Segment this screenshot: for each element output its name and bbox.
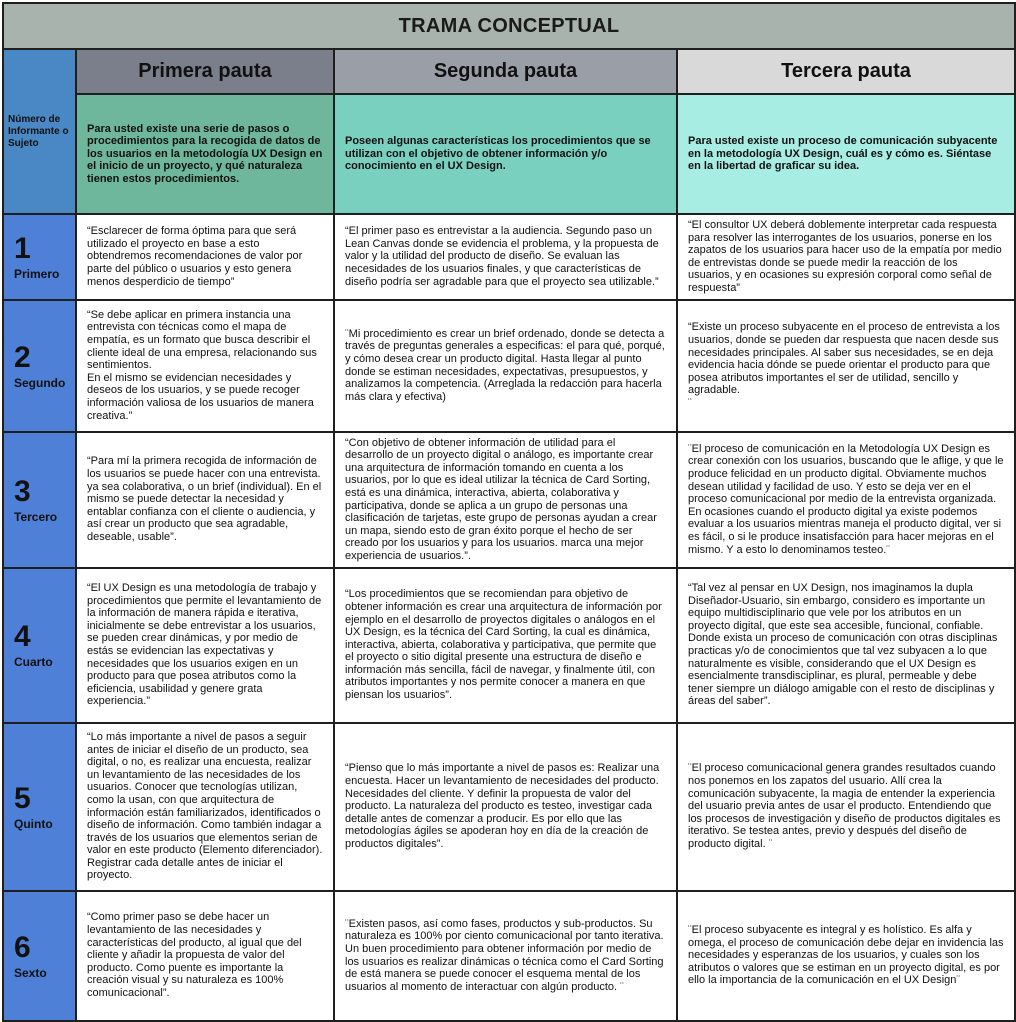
- informant-digit: 5: [14, 781, 31, 815]
- informant-digit: 3: [14, 474, 31, 508]
- answer-cell: [334, 432, 677, 568]
- answer-cell: [677, 432, 1015, 568]
- informant-word: Cuarto: [14, 655, 53, 669]
- question-2: Poseen algunas características los procedimientos que se utilizan con el objetivo de obtener información y/o conocimiento en el UX Design.: [334, 94, 677, 214]
- table-title: TRAMA CONCEPTUAL: [3, 3, 1015, 49]
- table-row: [3, 214, 1015, 300]
- answer-text: ¨Existen pasos, así como fases, productos y sub-productos. Su naturaleza es 100% por ciento comunicacional por tanto iterativa. Un buen procedimiento para obtener información por medio de los usuarios es realizar dinámicas o técnica como el Card Sorting de está manera se puede conocer el esquema mental de los usuarios al momento de interactuar con algún producto. ¨: [345, 917, 664, 993]
- answer-cell: [76, 723, 334, 891]
- column-header-3: Tercera pauta: [677, 49, 1015, 94]
- informant-number: [3, 723, 76, 891]
- answer-cell: [76, 568, 334, 723]
- conceptual-framework-table: [2, 2, 1014, 1015]
- informant-number: [3, 300, 76, 432]
- answer-text: “El consultor UX deberá doblemente interpretar cada respuesta para resolver las interrogantes de los usuarios, ponerse en los zapatos de los usuarios para hacer uso de la empatía por medio de entrevistas donde se puede medir la reacción de los usuarios, y en ocasiones su expresión corporal como señal de respuesta”: [688, 219, 1002, 294]
- informant-word: Quinto: [14, 816, 53, 831]
- informant-digit: 1: [14, 231, 31, 265]
- answer-cell: [76, 300, 334, 432]
- answer-cell: [334, 891, 677, 1021]
- answer-cell: [76, 432, 334, 568]
- column-header-1: Primera pauta: [76, 49, 334, 94]
- informant-word: Tercero: [14, 509, 58, 524]
- answer-cell: [677, 723, 1015, 891]
- informant-number: [3, 891, 76, 1021]
- column-header-2: Segunda pauta: [334, 49, 677, 94]
- answer-cell: [334, 568, 677, 723]
- table-row: [3, 300, 1015, 432]
- answer-cell: [334, 214, 677, 300]
- answer-text: “Tal vez al pensar en UX Design, nos imaginamos la dupla Diseñador-Usuario, sin embargo, considero es importante un equipo multidisciplinario que vele por los atributos en un proyecto digital, que este sea accesible, funcional, confiable. Donde exista un proceso de comunicación con otras disciplinas practicas y/o de conocimientos que tal vez subyacen a lo que naturalmente es visible, considerando que el UX Design es esencialmente transdisciplinar, es plural, permeable y debe tener siempre un diálogo amigable con el resto de disciplinas y áreas del saber”.: [688, 582, 998, 708]
- answer-text: “Esclarecer de forma óptima para que será utilizado el proyecto en base a esto obtendremos recomendaciones de valor por parte del público o usuarios y esto genera menos desperdicio de tiempo”: [87, 225, 303, 288]
- answer-text: “Para mí la primera recogida de información de los usuarios se puede hacer con una entrevista. ya sea colaborativa, o un brief (individual). En el mismo se puede detectar la necesidad y entablar confianza con el cliente o audiencia, y así crear un producto que sea agradable, deseable, usable”.: [87, 455, 322, 544]
- table-row: [3, 432, 1015, 568]
- answer-cell: [677, 300, 1015, 432]
- answer-text: ¨El proceso de comunicación en la Metodología UX Design es crear conexión con los usuarios, buscando que le aflige, y que le produce felicidad en un producto digital. Obviamente muchos desean utilidad y facilidad de uso. Y esto se deja ver en el proceso comunicacional por medio de la entrevista organizada. En ocasiones cuando el producto digital ya existe podemos evaluar a los usuarios mientras maneja el producto digital, ver si es fácil, o si le produce insatisfacción para hacer mejoras en el mismo. Y a esto lo denominamos testeo.¨: [688, 442, 1004, 556]
- answer-cell: [677, 891, 1015, 1021]
- informant-number: [3, 432, 76, 568]
- answer-text: “Lo más importante a nivel de pasos a seguir antes de iniciar el diseño de un producto, sea digital, o no, es realizar una encuesta, realizar un levantamiento de las necesidades de los usuarios. Conocer que tecnologías utilizan, como la usan, con que arquitectura de información están familiarizados, identificados o diseño de información. Como también indagar a través de los usuarios que elementos serian de valor en este producto (Elemento diferenciador). Registrar cada detalle antes de iniciar el proyecto.: [87, 730, 323, 882]
- answer-text: ¨El proceso subyacente es integral y es holístico. Es alfa y omega, el proceso de comunicación debe dejar en invidencia las necesidades y esperanzas de los usuarios, y cuales son los atributos o valores que se estiman en un proyecto digital, es por ello la importancia de la comunicación en el UX Design¨: [688, 924, 1004, 987]
- answer-text: “El UX Design es una metodología de trabajo y procedimientos que permite el levantamiento de la información de manera rápida e iterativa, inicialmente se debe entrevistar a los usuarios, se pueden crear dinámicas, y por medio de estás se evidencian las expectativas y necesidades que los usuarios exigen en un producto para que posea atributos como la eficiencia, usabilidad y genere grata experiencia.”: [87, 582, 322, 708]
- informant-digit: 2: [14, 340, 31, 374]
- informant-digit: 6: [14, 930, 31, 964]
- informant-digit: 4: [14, 620, 31, 653]
- question-1: Para usted existe una serie de pasos o procedimientos para la recogida de datos de los usuarios en la metodología UX Design en el inicio de un proyecto, y qué naturaleza tienen estos procedimientos.: [76, 94, 334, 214]
- answer-text: “Existe un proceso subyacente en el proceso de entrevista a los usuarios, donde se pueden dar respuesta que nacen desde sus necesidades principales. Al saber sus necesidades, se en deja evidencia hacia dónde se puede orientar el producto para que posea atributos importantes el ser de utilidad, sencillo y agradable. ¨: [688, 321, 1000, 410]
- informant-word: Primero: [14, 266, 60, 281]
- answer-cell: [76, 214, 334, 300]
- answer-cell: [334, 723, 677, 891]
- answer-text: “Pienso que lo más importante a nivel de pasos es: Realizar una encuesta. Hacer un levantamiento de necesidades del producto. Necesidades del cliente. Y definir la propuesta de valor del producto. La naturaleza del producto es testeo, investigar cada detalle antes de comenzar a producir. Es por ello que las metodologías ágiles se apoderan hoy en día de la creación de productos digitales”.: [345, 762, 660, 850]
- answer-text: “Los procedimientos que se recomiendan para objetivo de obtener información es crear una arquitectura de información por ejemplo en el desarrollo de proyectos digitales o análogos en el UX Design, es la técnica del Card Sorting, la cual es dinámica, interactiva, abierta, colaborativa y participativa, que permite que el proyecto o sitio digital presente una estructura de diseño e información más sencilla, fácil de navegar, y finalmente útil, con atributos importantes y nos permite conocer a manera en que piensan los usuarios”.: [345, 588, 662, 702]
- answer-text: “El primer paso es entrevistar a la audiencia. Segundo paso un Lean Canvas donde se evidencia el problema, y la propuesta de valor y la utilidad del producto de diseño. Se evaluan las necesidades de los usuarios finales, y que características de diseño podría ser agradable para que el proyecto sea utilizable.”: [345, 225, 659, 288]
- answer-cell: [76, 891, 334, 1021]
- informant-number: [3, 568, 76, 723]
- answer-text: “Con objetivo de obtener información de utilidad para el desarrollo de un proyecto digital o análogo, es importante crear una arquitectura de información tomando en cuenta a los usuarios, por lo que es ideal utilizar la técnica de Card Sorting, está es una dinámica, interactiva, abierta, colaborativa y participativa, donde se aplica a un grupo de personas una clasificación de tarjetas, este grupo de personas ayudan a crear un mapa, siendo esto de gran éxito porque el hecho de ser creado por los usuarios y para los usuarios. marca una mejor experiencia de usuarios.”.: [345, 436, 657, 562]
- answer-text: “Se debe aplicar en primera instancia una entrevista con técnicas como el mapa de empatía, es un formato que busca describir el cliente ideal de una empresa, relacionando sus sentimientos. En el mismo se evidencian necesidades y deseos de los usuarios, y se puede recoger información valiosa de los usuarios de manera creativa.”: [87, 308, 317, 422]
- question-3: Para usted existe un proceso de comunicación subyacente en la metodología UX Design, cuál es y cómo es. Siéntase en la libertad de graficar su idea.: [677, 94, 1015, 214]
- informant-word: Sexto: [14, 965, 47, 980]
- table-row: [3, 568, 1015, 723]
- answer-cell: [677, 568, 1015, 723]
- informant-word: Segundo: [14, 375, 66, 390]
- answer-text: ¨Mi procedimiento es crear un brief ordenado, donde se detecta a través de preguntas generales a especificas: el para qué, porqué, y cómo desea crear un producto digital. Hasta llegar al punto donde se estiman necesidades, expectativas, presupuestos, y analizamos la competencia. (Arreglada la redacción para hacerla más clara y efectiva): [345, 327, 665, 403]
- table-row: [3, 723, 1015, 891]
- answer-text: “Como primer paso se debe hacer un levantamiento de las necesidades y características del producto, al igual que del cliente y añadir la propuesta de valor del producto. Como puente es importante la creación visual y su naturaleza es 100% comunicacional”.: [87, 911, 302, 999]
- informant-number: [3, 214, 76, 300]
- answer-cell: [334, 300, 677, 432]
- row-header-label: Número de Informante o Sujeto: [3, 49, 76, 214]
- answer-cell: [677, 214, 1015, 300]
- answer-text: ¨El proceso comunicacional genera grandes resultados cuando nos ponemos en los zapatos del usuario. Allí crea la comunicación subyacente, la magia de entender la experiencia del usuario previa antes de usar el producto. Entendiendo que los procesos de investigación y diseño de productos digitales es iterativo. Se testea antes, previo y después del diseño de producto digital. ¨: [688, 762, 1001, 850]
- table-row: [3, 891, 1015, 1021]
